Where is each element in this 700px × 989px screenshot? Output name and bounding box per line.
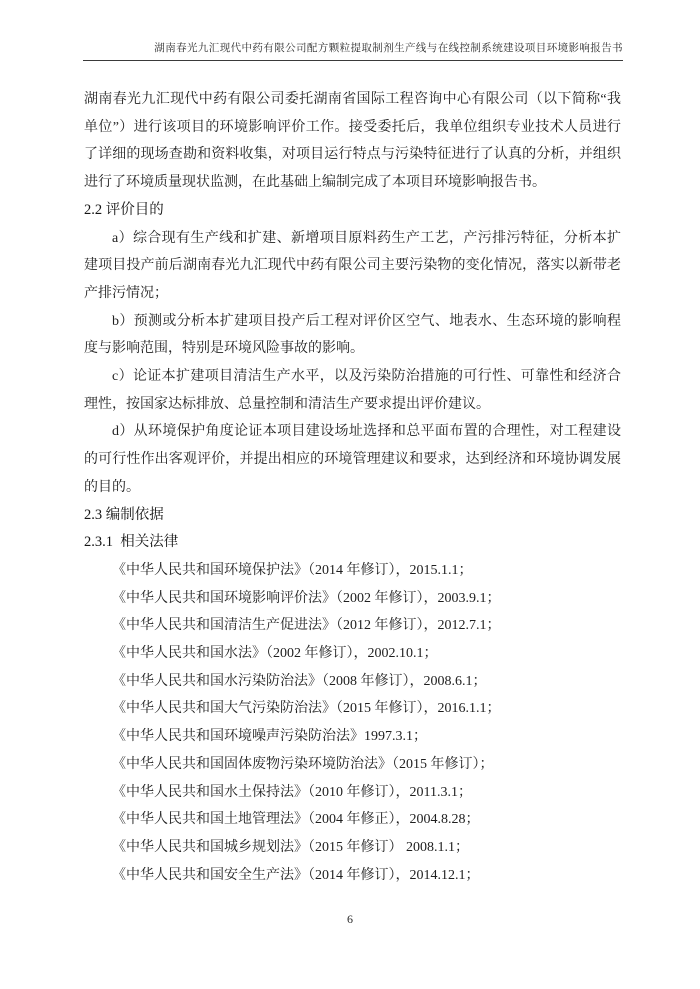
law-item: 《中华人民共和国环境保护法》（2014 年修订），2015.1.1； (112, 562, 473, 578)
document-body (84, 86, 621, 889)
section-2-3-1-heading: 2.3.1 相关法律 (84, 534, 179, 551)
purpose-item-a: a）综合现有生产线和扩建、新增项目原料药生产工艺，产污排污特征，分析本扩建项目投产前后湖南春光九汇现代中药有限公司主要污染物的变化情况，落实以新带老产排污情况； (84, 230, 621, 301)
page-header (83, 40, 623, 61)
purpose-item-b: b）预测或分析本扩建项目投产后工程对评价区空气、地表水、生态环境的影响程度与影响范围，特别是环境风险事故的影响。 (84, 313, 621, 357)
law-item: 《中华人民共和国土地管理法》（2004 年修正），2004.8.28； (112, 812, 480, 828)
purpose-item-d: d）从环境保护角度论证本项目建设场址选择和总平面布置的合理性，对工程建设的可行性作出客观评价，并提出相应的环境管理建议和要求，达到经济和环境协调发展的目的。 (84, 424, 621, 495)
header-title: 湖南春光九汇现代中药有限公司配方颗粒提取制剂生产线与在线控制系统建设项目环境影响报告书 (154, 43, 623, 54)
page-number: 6 (347, 912, 353, 926)
law-item: 《中华人民共和国环境影响评价法》（2002 年修订），2003.9.1； (112, 590, 501, 606)
law-item: 《中华人民共和国水法》（2002 年修订），2002.10.1； (112, 646, 438, 662)
law-item: 《中华人民共和国城乡规划法》（2015 年修订） 2008.1.1； (112, 839, 469, 855)
law-item: 《中华人民共和国水污染防治法》（2008 年修订），2008.6.1； (112, 673, 487, 689)
law-item: 《中华人民共和国清洁生产促进法》（2012 年修订），2012.7.1； (112, 618, 501, 634)
law-item: 《中华人民共和国水土保持法》（2010 年修订），2011.3.1； (112, 784, 472, 800)
law-item: 《中华人民共和国安全生产法》（2014 年修订），2014.12.1； (112, 867, 480, 883)
law-item: 《中华人民共和国环境噪声污染防治法》1997.3.1； (112, 729, 427, 745)
section-2-3-heading: 2.3 编制依据 (84, 506, 164, 523)
section-2-2-heading: 2.2 评价目的 (84, 201, 164, 218)
intro-paragraph: 湖南春光九汇现代中药有限公司委托湖南省国际工程咨询中心有限公司（以下简称“我单位”）进行该项目的环境影响评价工作。接受委托后，我单位组织专业技术人员进行了详细的现场查勘和资料收集，对项目运行特点与污染特征进行了认真的分析，并组织进行了环境质量现状监测，在此基础上编制完成了本项目环境影响报告书。 (84, 92, 621, 191)
purpose-item-c: c）论证本扩建项目清洁生产水平，以及污染防治措施的可行性、可靠性和经济合理性，按国家达标排放、总量控制和清洁生产要求提出评价建议。 (84, 369, 621, 412)
law-item: 《中华人民共和国大气污染防治法》（2015 年修订），2016.1.1； (112, 701, 501, 717)
law-item: 《中华人民共和国固体废物污染环境防治法》（2015 年修订）； (112, 756, 494, 772)
